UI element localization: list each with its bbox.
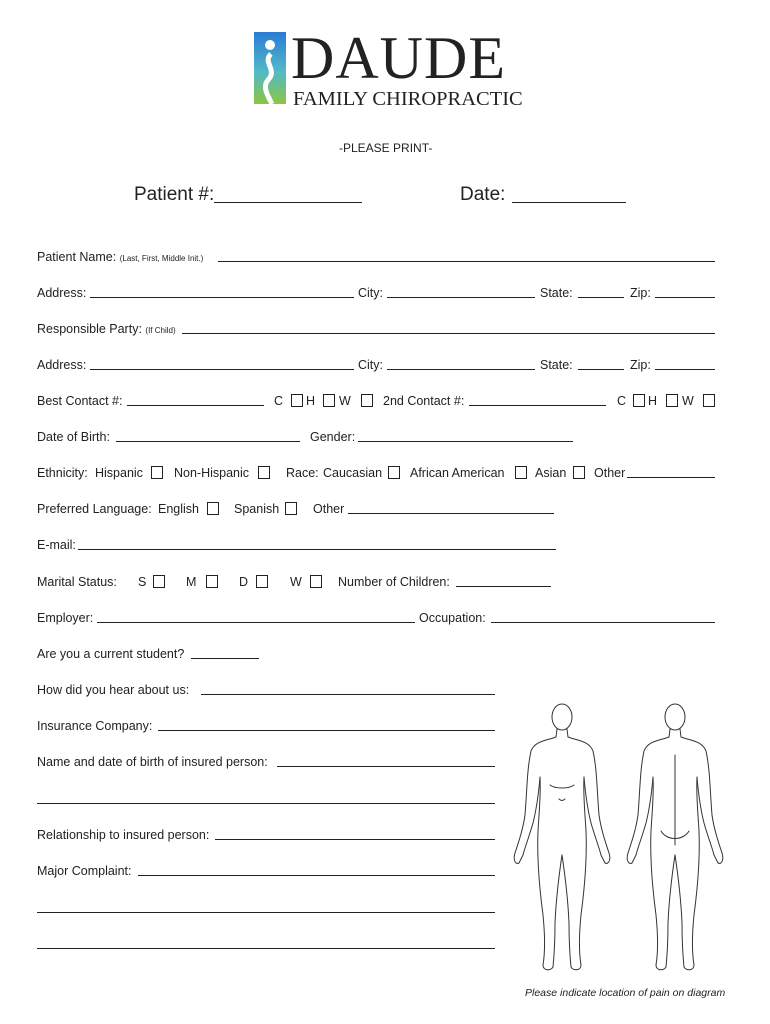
address-field[interactable] <box>90 297 354 298</box>
best-contact-field[interactable] <box>127 405 264 406</box>
second-contact-h-label: H <box>648 394 658 408</box>
email-label: E-mail: <box>37 538 76 552</box>
african-american-checkbox[interactable] <box>515 466 527 479</box>
spanish-label: Spanish <box>234 502 280 516</box>
marital-m-label: M <box>186 575 197 589</box>
city-2-field[interactable] <box>387 369 535 370</box>
logo-mark-icon <box>254 32 286 104</box>
state-2-field[interactable] <box>578 369 624 370</box>
patient-number-label: Patient #: <box>134 184 215 205</box>
zip-field[interactable] <box>655 297 715 298</box>
student-label: Are you a current student? <box>37 647 185 661</box>
marital-s-checkbox[interactable] <box>153 575 165 588</box>
language-other-field[interactable] <box>348 513 554 514</box>
best-contact-h-label: H <box>306 394 316 408</box>
asian-checkbox[interactable] <box>573 466 585 479</box>
race-other-field[interactable] <box>627 477 715 478</box>
language-other-label: Other <box>313 502 345 516</box>
caucasian-checkbox[interactable] <box>388 466 400 479</box>
english-label: English <box>158 502 199 516</box>
children-label: Number of Children: <box>338 575 450 589</box>
second-contact-h-checkbox[interactable] <box>666 394 678 407</box>
body-back-figure <box>627 704 723 970</box>
english-checkbox[interactable] <box>207 502 219 515</box>
address-2-label: Address: <box>37 358 87 372</box>
city-label: City: <box>358 286 383 300</box>
ethnicity-label: Ethnicity: <box>37 466 88 480</box>
diagram-caption: Please indicate location of pain on diagram <box>525 987 726 999</box>
insured-person-field-2[interactable] <box>37 803 495 804</box>
dob-label: Date of Birth: <box>37 430 110 444</box>
second-contact-w-checkbox[interactable] <box>703 394 715 407</box>
complaint-field-3[interactable] <box>37 948 495 949</box>
responsible-hint: (If Child) <box>145 326 176 335</box>
logo-subtitle: FAMILY CHIROPRACTIC <box>293 88 523 110</box>
employer-field[interactable] <box>97 622 415 623</box>
insurance-field[interactable] <box>158 730 495 731</box>
complaint-field-2[interactable] <box>37 912 495 913</box>
student-field[interactable] <box>191 658 259 659</box>
relationship-label: Relationship to insured person: <box>37 828 210 842</box>
caucasian-label: Caucasian <box>323 466 383 480</box>
best-contact-w-checkbox[interactable] <box>361 394 373 407</box>
employer-label: Employer: <box>37 611 94 625</box>
state-field[interactable] <box>578 297 624 298</box>
second-contact-label: 2nd Contact #: <box>383 394 465 408</box>
non-hispanic-label: Non-Hispanic <box>174 466 250 480</box>
address-label: Address: <box>37 286 87 300</box>
state-label: State: <box>540 286 573 300</box>
occupation-label: Occupation: <box>419 611 486 625</box>
patient-name-label: Patient Name: (Last, First, Middle Init.) <box>37 250 204 264</box>
responsible-party-label: Responsible Party: (If Child) <box>37 322 176 336</box>
body-diagram[interactable] <box>505 695 740 980</box>
marital-w-label: W <box>290 575 302 589</box>
dob-field[interactable] <box>116 441 300 442</box>
best-contact-c-checkbox[interactable] <box>291 394 303 407</box>
second-contact-w-label: W <box>682 394 694 408</box>
city-field[interactable] <box>387 297 535 298</box>
occupation-field[interactable] <box>491 622 715 623</box>
zip-label: Zip: <box>630 286 651 300</box>
patient-name-hint: (Last, First, Middle Init.) <box>119 254 204 263</box>
spanish-checkbox[interactable] <box>285 502 297 515</box>
children-field[interactable] <box>456 586 551 587</box>
email-field[interactable] <box>78 549 556 550</box>
second-contact-field[interactable] <box>469 405 606 406</box>
please-print: -PLEASE PRINT- <box>339 141 433 155</box>
preferred-language-label: Preferred Language: <box>37 502 152 516</box>
african-american-label: African American <box>410 466 505 480</box>
marital-status-label: Marital Status: <box>37 575 117 589</box>
insured-person-field[interactable] <box>277 766 495 767</box>
hear-about-field[interactable] <box>201 694 495 695</box>
best-contact-w-label: W <box>339 394 351 408</box>
insurance-label: Insurance Company: <box>37 719 153 733</box>
best-contact-label: Best Contact #: <box>37 394 123 408</box>
second-contact-c-label: C <box>617 394 627 408</box>
race-label: Race: <box>286 466 319 480</box>
race-other-label: Other <box>594 466 626 480</box>
zip-2-field[interactable] <box>655 369 715 370</box>
marital-d-checkbox[interactable] <box>256 575 268 588</box>
gender-label: Gender: <box>310 430 356 444</box>
city-2-label: City: <box>358 358 383 372</box>
gender-field[interactable] <box>358 441 573 442</box>
responsible-party-field[interactable] <box>182 333 715 334</box>
patient-number-field[interactable] <box>214 202 362 203</box>
address-2-field[interactable] <box>90 369 354 370</box>
state-2-label: State: <box>540 358 573 372</box>
marital-d-label: D <box>239 575 249 589</box>
patient-name-field[interactable] <box>218 261 715 262</box>
hispanic-checkbox[interactable] <box>151 466 163 479</box>
logo-title: DAUDE <box>291 25 506 91</box>
zip-2-label: Zip: <box>630 358 651 372</box>
non-hispanic-checkbox[interactable] <box>258 466 270 479</box>
best-contact-h-checkbox[interactable] <box>323 394 335 407</box>
second-contact-c-checkbox[interactable] <box>633 394 645 407</box>
body-front-figure <box>514 704 610 970</box>
asian-label: Asian <box>535 466 567 480</box>
marital-s-label: S <box>138 575 147 589</box>
relationship-field[interactable] <box>215 839 495 840</box>
complaint-field[interactable] <box>138 875 495 876</box>
best-contact-c-label: C <box>274 394 284 408</box>
insured-person-label: Name and date of birth of insured person: <box>37 755 268 769</box>
hear-about-label: How did you hear about us: <box>37 683 190 697</box>
marital-w-checkbox[interactable] <box>310 575 322 588</box>
complaint-label: Major Complaint: <box>37 864 132 878</box>
date-label: Date: <box>460 184 506 205</box>
date-field[interactable] <box>512 202 626 203</box>
marital-m-checkbox[interactable] <box>206 575 218 588</box>
hispanic-label: Hispanic <box>95 466 143 480</box>
